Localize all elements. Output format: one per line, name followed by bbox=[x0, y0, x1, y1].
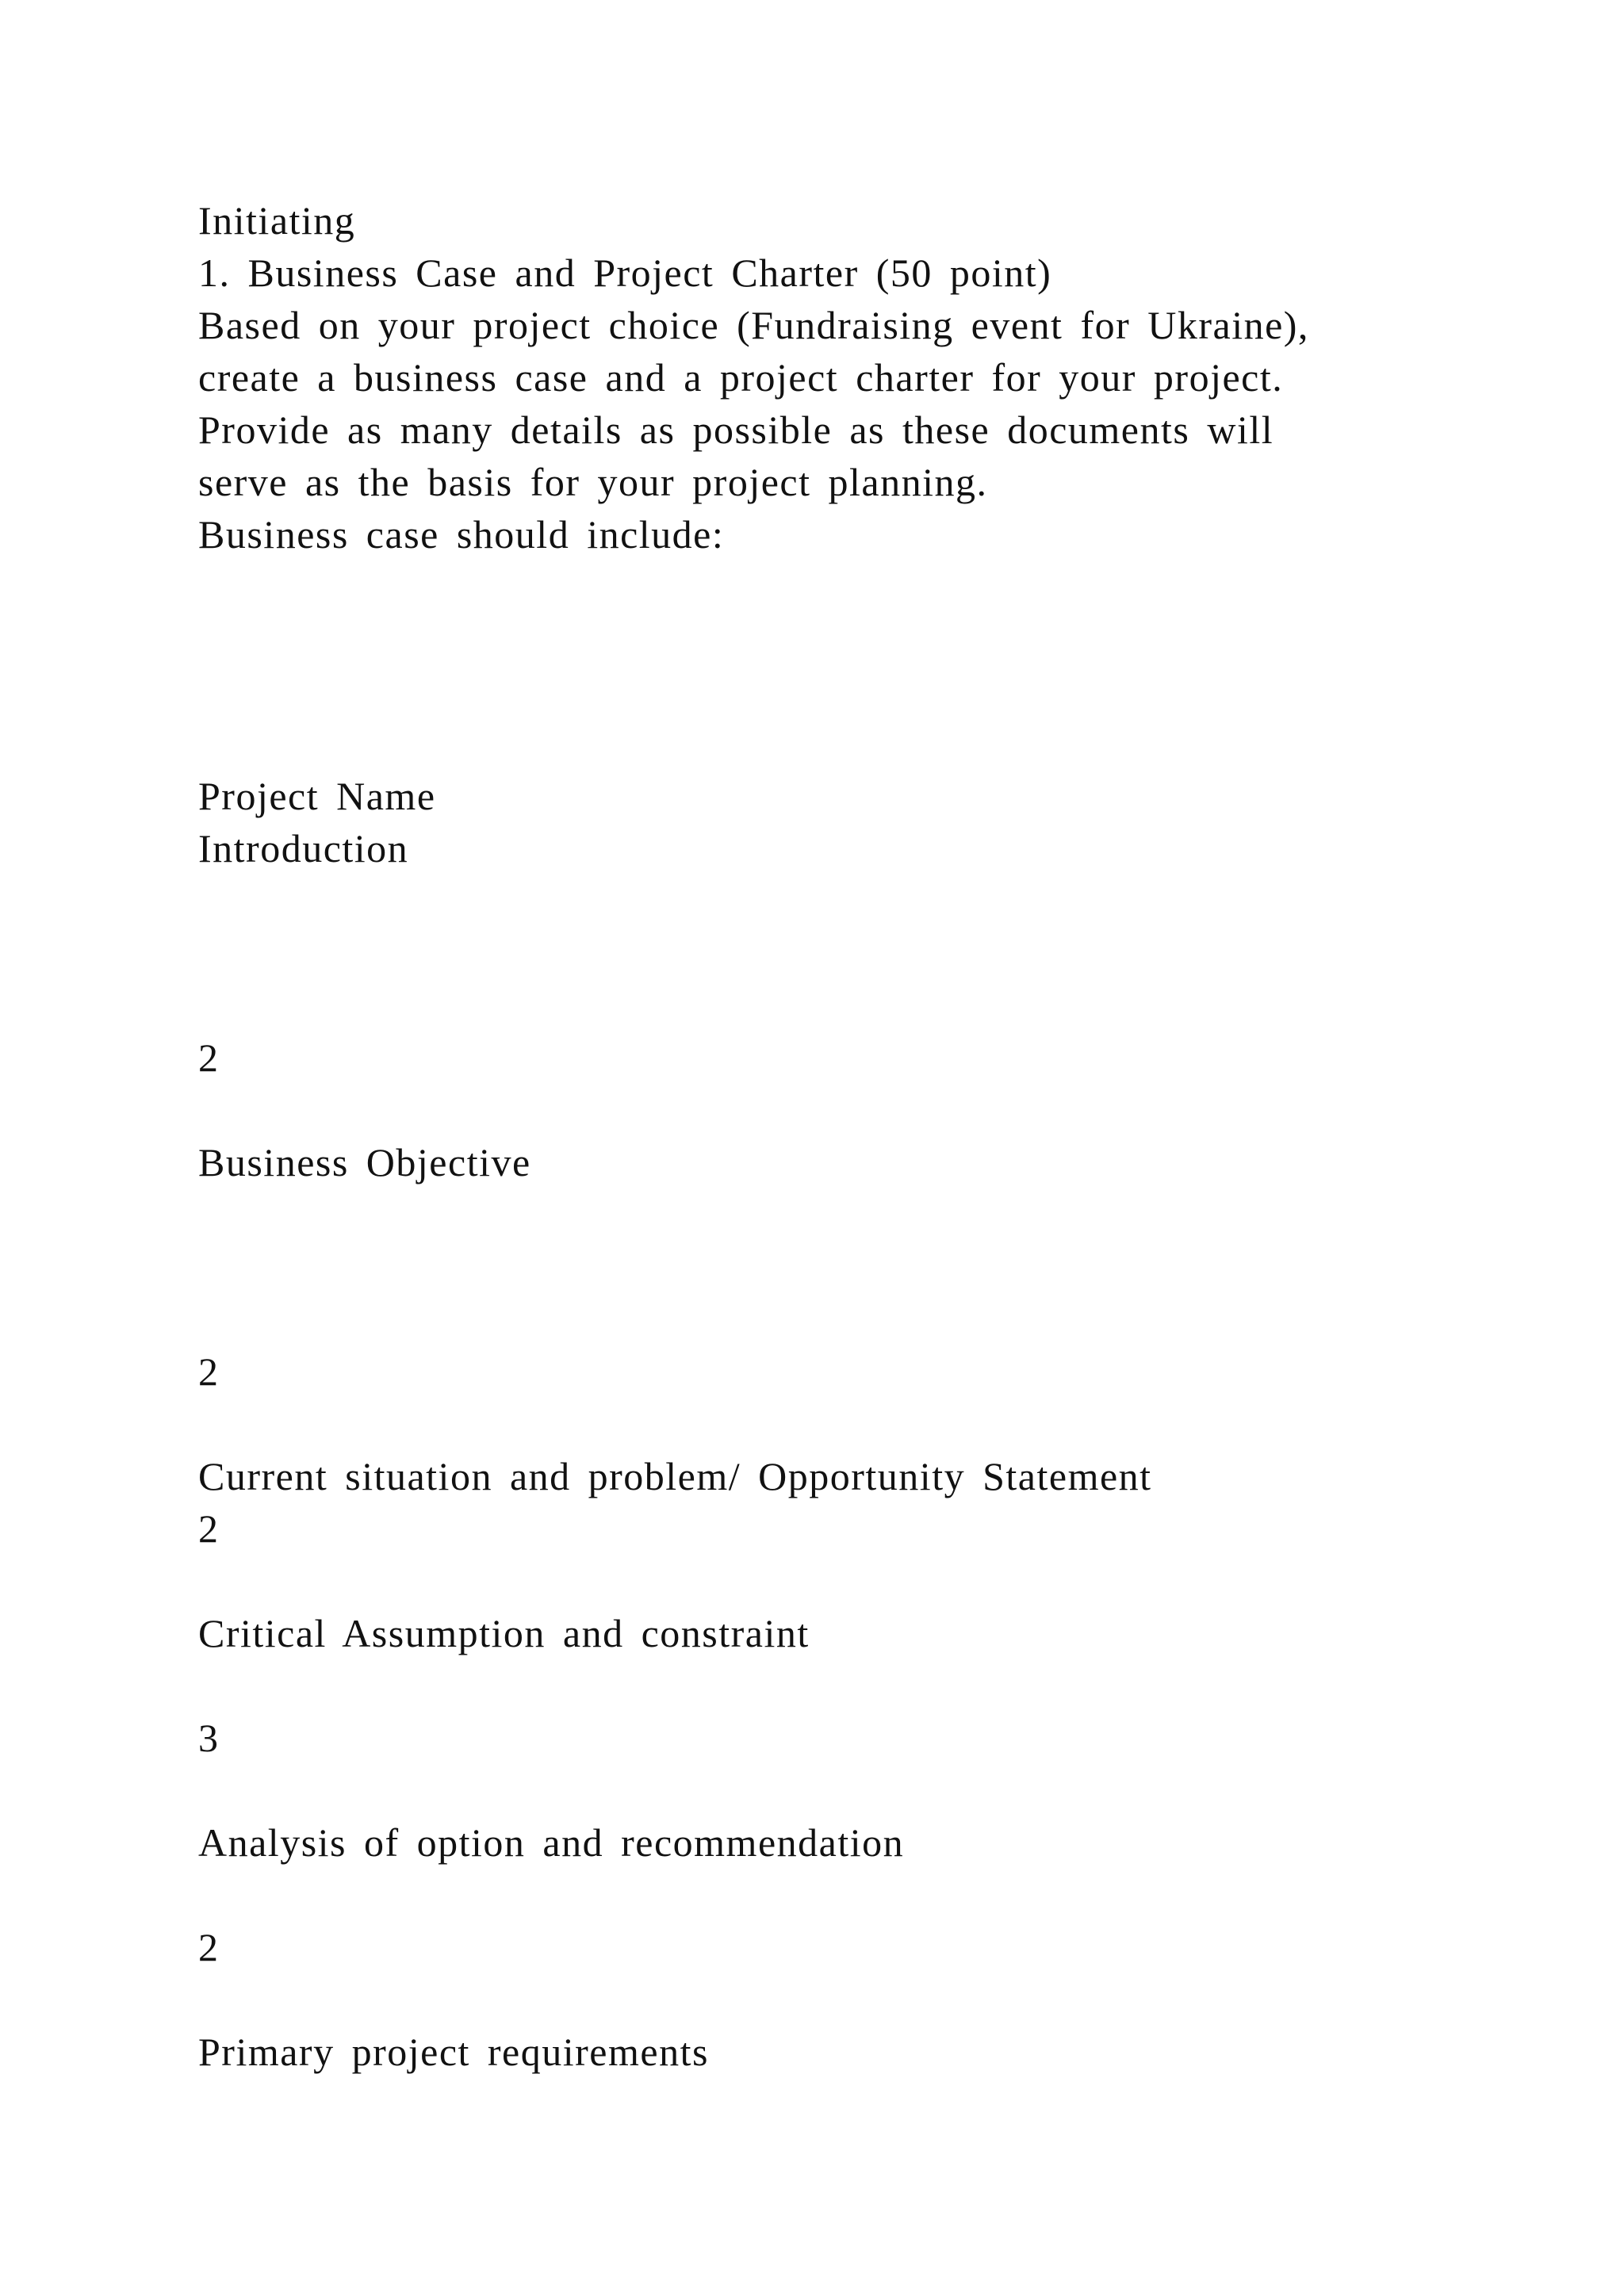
item-label: Project Name bbox=[198, 774, 436, 818]
item-label: Critical Assumption and constraint bbox=[198, 1611, 810, 1655]
item-points: 2 bbox=[198, 1506, 220, 1551]
item-points: 2 bbox=[198, 1925, 220, 1969]
document-heading: Initiating bbox=[198, 198, 356, 243]
item-label: Current situation and problem/ Opportunity Statement bbox=[198, 1454, 1152, 1498]
item-points: 2 bbox=[198, 1349, 220, 1394]
instruction-line: Based on your project choice (Fundraising event for Ukraine), bbox=[198, 303, 1309, 347]
item-points: 3 bbox=[198, 1716, 220, 1760]
item-label: Primary project requirements bbox=[198, 2030, 709, 2074]
instruction-line: Provide as many details as possible as these documents will bbox=[198, 408, 1274, 452]
business-case-intro: Business case should include: bbox=[198, 512, 725, 557]
item-label: Analysis of option and recommendation bbox=[198, 1820, 905, 1865]
instruction-line: create a business case and a project charter for your project. bbox=[198, 355, 1284, 400]
item-label: Introduction bbox=[198, 826, 409, 871]
item-points: 2 bbox=[198, 1035, 220, 1080]
item-label: Business Objective bbox=[198, 1140, 531, 1184]
section-title: 1. Business Case and Project Charter (50 point) bbox=[198, 251, 1052, 295]
instruction-line: serve as the basis for your project planning. bbox=[198, 460, 988, 504]
